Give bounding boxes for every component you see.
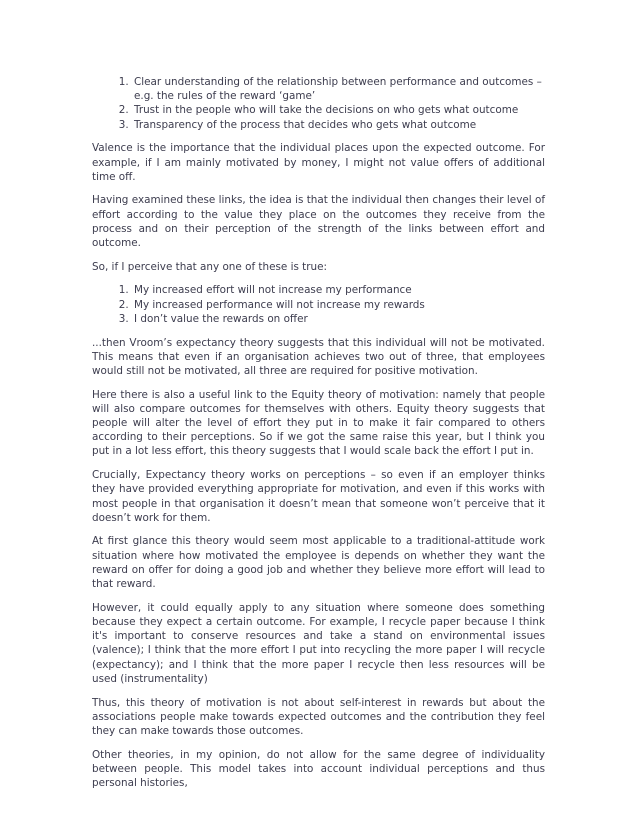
paragraph-perceptions: Crucially, Expectancy theory works on perceptions – so even if an employer thinks they have provided everything appropriate for motivation, and even if this works with most people in that organisation it doesn’t mean that someone won’t perceive that it doesn’t work for them. xyxy=(92,469,545,524)
paragraph-valence: Valence is the importance that the individual places upon the expected outcome. For example, if I am mainly motivated by money, I might not value offers of additional time off. xyxy=(92,142,545,183)
conditions-list xyxy=(92,75,545,132)
paragraph-thus: Thus, this theory of motivation is not about self-interest in rewards but about the associations people make towards expected outcomes and the contribution they feel they can make towards those outcomes. xyxy=(92,696,545,737)
paragraph-other-theories: Other theories, in my opinion, do not allow for the same degree of individuality between people. This model takes into account individual perceptions and thus personal histories, xyxy=(92,748,545,790)
perceptions-list xyxy=(92,283,545,326)
list-item: 2. My increased performance will not increase my rewards xyxy=(132,298,545,312)
document-page xyxy=(92,66,545,800)
paragraph-first-glance: At first glance this theory would seem most applicable to a traditional-attitude work situation where how motivated the employee is depends on whether they want the reward on offer for doing a good job and whether they believe more effort will lead to that reward. xyxy=(92,535,545,591)
paragraph-effort-links: Having examined these links, the idea is that the individual then changes their level of effort according to the value they place on the outcomes they receive from the process and on their perception of the strength of the links between effort and outcome. xyxy=(92,194,545,250)
paragraph-perceive: So, if I perceive that any one of these is true: xyxy=(92,260,327,273)
list-item: 1. Clear understanding of the relationship between performance and outcomes – e.g. the rules of the reward ‘game’ xyxy=(132,75,545,103)
paragraph-vroom: ...then Vroom’s expectancy theory suggests that this individual will not be motivated. This means that even if an organisation achieves two out of three, that employees would still not be motivated, all three are required for positive motivation. xyxy=(92,336,545,377)
list-item: 3. I don’t value the rewards on offer xyxy=(132,312,545,326)
paragraph-recycle: However, it could equally apply to any situation where someone does something because they expect a certain outcome. For example, I recycle paper because I think it's important to conserve resources and take a stand on environmental issues (valence); I think that the more effort I put into recycling the more paper I will recycle (expectancy); and I think that the more paper I recycle then less resources will be used (instrumentality) xyxy=(92,601,545,685)
list-item: 1. My increased effort will not increase my performance xyxy=(132,283,545,297)
paragraph-equity: Here there is also a useful link to the Equity theory of motivation: namely that people will also compare outcomes for themselves with others. Equity theory suggests that people will alter the level of effort they put in to make it fair compared to others according to their perceptions. So if we got the same raise this year, but I think you put in a lot less effort, this theory suggests that I would scale back the effort I put in. xyxy=(92,388,545,458)
list-item: 3. Transparency of the process that decides who gets what outcome xyxy=(132,118,545,132)
list-item: 2. Trust in the people who will take the decisions on who gets what outcome xyxy=(132,103,545,117)
